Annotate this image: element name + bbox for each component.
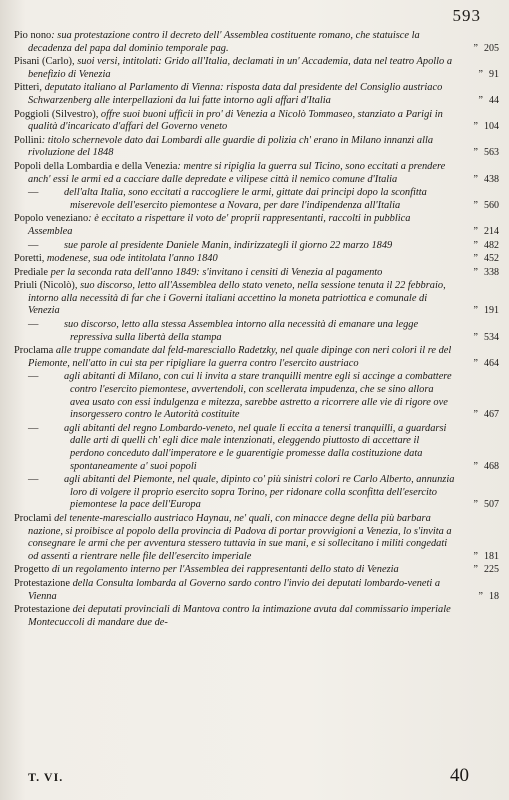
entry-text: , suo discorso, letto all'Assemblea dello stato veneto, nella sessione tenuta il 22 febbraio, intorno alla necessità di far che i Governi italiani accettino la moneta patriottica e comunale di Venezia: [28, 280, 446, 317]
entry-text: : titolo schernevole dato dai Lombardi alle guardie di polizia ch' erano in Milano innanzi alla rivoluzione del 1848: [28, 134, 434, 159]
entry-heading: Pollini: [14, 134, 42, 146]
page-reference: ” 44: [478, 94, 499, 106]
index-entry: [14, 564, 499, 577]
entry-text: : mentre si ripiglia la guerra sul Ticino, sono eccitati a prendere anch' essi le armi ed a cacciare dalle depredate e vilipese città il nemico comune d'Italia: [28, 160, 446, 185]
entry-heading: Prediale: [14, 266, 49, 278]
page-reference: ” 467: [473, 409, 499, 421]
entry-text: , offre suoi buoni ufficii in pro' di Venezia a Nicolò Tommaseo, stanziato a Parigi in qualità d'incaricato d'affari del Governo veneto: [28, 108, 443, 133]
entry-heading: Protestazione: [14, 604, 70, 616]
index-entry: [14, 30, 499, 55]
entry-heading: Poretti: [14, 253, 42, 265]
index-entry: [14, 135, 499, 160]
page-reference: ” 464: [473, 357, 499, 369]
page-reference: ” 438: [473, 173, 499, 185]
ditto-dash: —: [28, 319, 39, 331]
index-entry: [14, 267, 499, 280]
entry-text: dei deputati provinciali di Mantova contro la intimazione avuta dal commissario imperiale Montecuccoli di mandare due de-: [28, 604, 451, 628]
index-entry: [14, 280, 499, 318]
page-reference: ” 468: [473, 460, 499, 472]
entry-heading: Proclama: [14, 345, 54, 357]
entry-heading: Poggioli (Silvestro): [14, 108, 96, 120]
ditto-dash: —: [28, 422, 39, 434]
page-footer: [28, 765, 469, 787]
entry-text: agli abitanti del regno Lombardo-veneto, nel quale li eccita a tenersi tranquilli, a guardarsi dalle arti di quelli ch' egli dice male intenzionati, eleggendo piuttosto di accettare il perdono conceduto dall'imperatore e le guarentigie promesse dalla costituzione data spontaneamente a' suoi popoli: [64, 422, 447, 472]
index-subentry: [14, 240, 499, 253]
page-reference: ” 214: [473, 225, 499, 237]
entry-text: : è eccitato a rispettare il voto de' proprii rappresentanti, raccolti in pubblica Assemblea: [28, 213, 411, 237]
index-entry: [14, 604, 499, 629]
entry-heading: Popolo veneziano: [14, 213, 89, 225]
page-reference: ” 104: [473, 121, 499, 133]
entry-text: agli abitanti di Milano, con cui li invita a stare tranquilli mentre egli si accinge a combattere contro l'esercito piemontese, avvertendoli, con scellerata impudenza, che se sino allora avea usato con essi indulgenza e mitezza, sarebbe astretto a ricorrere alle vie di rigore ove insorgessero contro le Autorità costituite: [64, 371, 452, 421]
page-reference: ” 338: [473, 266, 499, 278]
index-subentry: [14, 319, 499, 344]
page-reference: ” 18: [478, 590, 499, 602]
page-reference: ” 560: [473, 199, 499, 211]
index-entry: [14, 213, 499, 238]
entry-text: del tenente-maresciallo austriaco Haynau, ne' quali, con minacce degne della più barbara nazione, si proibisce al popolo della provincia di Padova di portar provvigioni a Venezia, lo s'invita a consegnare le armi che per avventura stessero tuttavia in sue mani, e si sollecitano i militi congedati od assenti a rientrare nelle file dell'esercito imperiale: [28, 512, 452, 562]
index-entry: [14, 253, 499, 266]
entry-heading: Popoli della Lombardia e della Venezia: [14, 160, 178, 172]
page-reference: ” 91: [478, 68, 499, 80]
page-reference: ” 191: [473, 305, 499, 317]
index-entry: [14, 56, 499, 81]
signature-mark: 40: [450, 765, 469, 786]
entry-text: di un regolamento interno per l'Assemblea dei rappresentanti dello stato di Venezia: [49, 564, 399, 576]
ditto-dash: —: [28, 474, 39, 486]
ditto-dash: —: [28, 239, 39, 251]
ditto-dash: —: [28, 187, 39, 199]
page-reference: ” 181: [473, 550, 499, 562]
page-reference: ” 507: [473, 499, 499, 511]
entry-text: dell'alta Italia, sono eccitati a raccogliere le armi, gittate dai principi dopo la sconfitta miserevole dell'esercito piemontese a Novara, per dare l'indipendenza all'Italia: [64, 187, 427, 211]
entry-text: della Consulta lombarda al Governo sardo contro l'invio dei deputati lombardo-veneti a Vienna: [28, 577, 441, 602]
page-reference: ” 534: [473, 331, 499, 343]
entry-heading: Proclami: [14, 512, 52, 524]
entry-text: suo discorso, letto alla stessa Assemblea intorno alla necessità di emanare una legge repressiva sulla libertà della stampa: [64, 319, 419, 343]
ditto-dash: —: [28, 371, 39, 383]
index-subentry: [14, 371, 499, 421]
entry-text: , suoi versi, intitolati: Grido all'Italia, declamati in un' Accademia, data nel teatro Apollo a benefizio di Venezia: [28, 56, 453, 80]
index-entry: [14, 513, 499, 563]
index-entry: [14, 345, 499, 370]
index-entries: [14, 30, 499, 630]
entry-heading: Pisani (Carlo): [14, 56, 73, 68]
entry-heading: Protestazione: [14, 577, 70, 589]
page-reference: ” 452: [473, 253, 499, 265]
entry-heading: Priuli (Nicolò): [14, 280, 75, 292]
entry-text: alle truppe comandate dal feld-maresciallo Radetzky, nel quale dipinge con neri colori il re del Piemonte, nell'atto in cui sta per ripigliare la guerra contro l'esercito austriaco: [28, 345, 452, 369]
page-reference: ” 563: [473, 147, 499, 159]
index-subentry: [14, 474, 499, 512]
index-entry: [14, 82, 499, 107]
index-subentry: [14, 187, 499, 212]
index-subentry: [14, 423, 499, 473]
entry-text: sue parole al presidente Daniele Manin, indirizzategli il giorno 22 marzo 1849: [64, 239, 393, 251]
page-reference: ” 225: [473, 564, 499, 576]
page-reference: ” 205: [473, 42, 499, 54]
entry-text: agli abitanti del Piemonte, nel quale, dipinto co' più sinistri colori re Carlo Alberto, annunzia loro di volgere il proprio esercito sopra Torino, per ridonare colla sconfitta dell'esercito piemontese la pace dell'Europa: [64, 474, 455, 511]
page-reference: ” 482: [473, 239, 499, 251]
entry-text: per la seconda rata dell'anno 1849: s'invitano i censiti di Venezia al pagamento: [48, 266, 383, 278]
index-entry: [14, 109, 499, 134]
volume-label: T. VI.: [28, 770, 64, 784]
entry-heading: Pitteri: [14, 82, 40, 94]
entry-heading: Progetto: [14, 564, 50, 576]
entry-text: : sua protestazione contro il decreto dell' Assemblea costituente romano, che statuisce la decadenza del papa dal dominio temporale pag.: [28, 30, 420, 54]
entry-heading: Pio nono: [14, 30, 52, 41]
entry-text: , modenese, sua ode intitolata l'anno 1840: [41, 253, 218, 265]
entry-text: , deputato italiano al Parlamento di Vienna: risposta data dal presidente del Consiglio austriaco Schwarzenberg alle interpellazioni da lui fatte intorno agli affari d'Italia: [28, 82, 443, 106]
page-number: 593: [452, 6, 481, 25]
index-entry: [14, 161, 499, 186]
index-entry: [14, 578, 499, 603]
